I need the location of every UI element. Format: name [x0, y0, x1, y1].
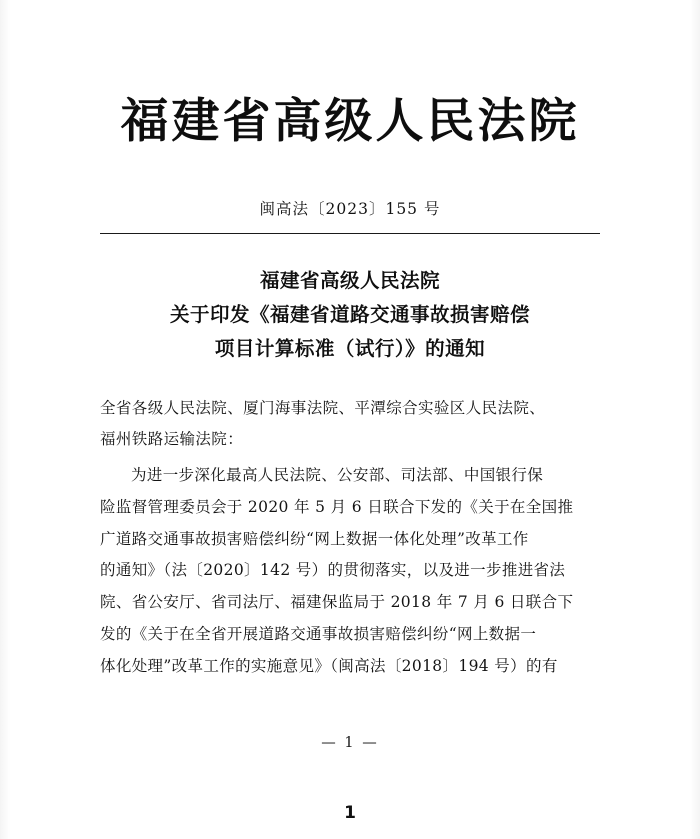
- document-title-line-1: 福建省高级人民法院: [259, 269, 440, 293]
- body-line-3: 广道路交通事故损害赔偿纠纷“网上数据一体化处理”改革工作: [100, 529, 529, 548]
- document-title: [100, 264, 600, 366]
- body-line-7: 体化处理”改革工作的实施意见》（闽高法〔2018〕194 号）的有: [100, 656, 558, 675]
- body-line-1: 为进一步深化最高人民法院、公安部、司法部、中国银行保: [131, 466, 544, 485]
- header-divider-line: [100, 233, 600, 235]
- body-paragraph: [100, 460, 600, 682]
- addressee-block: [100, 393, 600, 457]
- body-line-2: 险监督管理委员会于 2020 年 5 月 6 日联合下发的《关于在全国推: [100, 497, 574, 516]
- addressee-line-2: 福州铁路运输法院：: [100, 430, 244, 449]
- issuing-authority-masthead: 福建省高级人民法院: [120, 94, 580, 149]
- document-title-line-3: 项目计算标准（试行）》的通知: [214, 337, 486, 361]
- printed-page-number: — 1 —: [321, 735, 379, 751]
- scan-sheet-number: 1: [344, 803, 356, 823]
- body-line-5: 院、省公安厅、省司法厅、福建保监局于 2018 年 7 月 6 日联合下: [100, 593, 574, 612]
- body-line-6: 发的《关于在全省开展道路交通事故损害赔偿纠纷“网上数据一: [100, 624, 537, 643]
- document-title-line-2: 关于印发《福建省道路交通事故损害赔偿: [169, 303, 530, 327]
- body-line-4: 的通知》（法〔2020〕142 号）的贯彻落实，以及进一步推进省法: [100, 561, 566, 580]
- document-number: 闽高法〔2023〕155 号: [259, 199, 441, 218]
- addressee-line-1: 全省各级人民法院、厦门海事法院、平潭综合实验区人民法院、: [100, 398, 546, 417]
